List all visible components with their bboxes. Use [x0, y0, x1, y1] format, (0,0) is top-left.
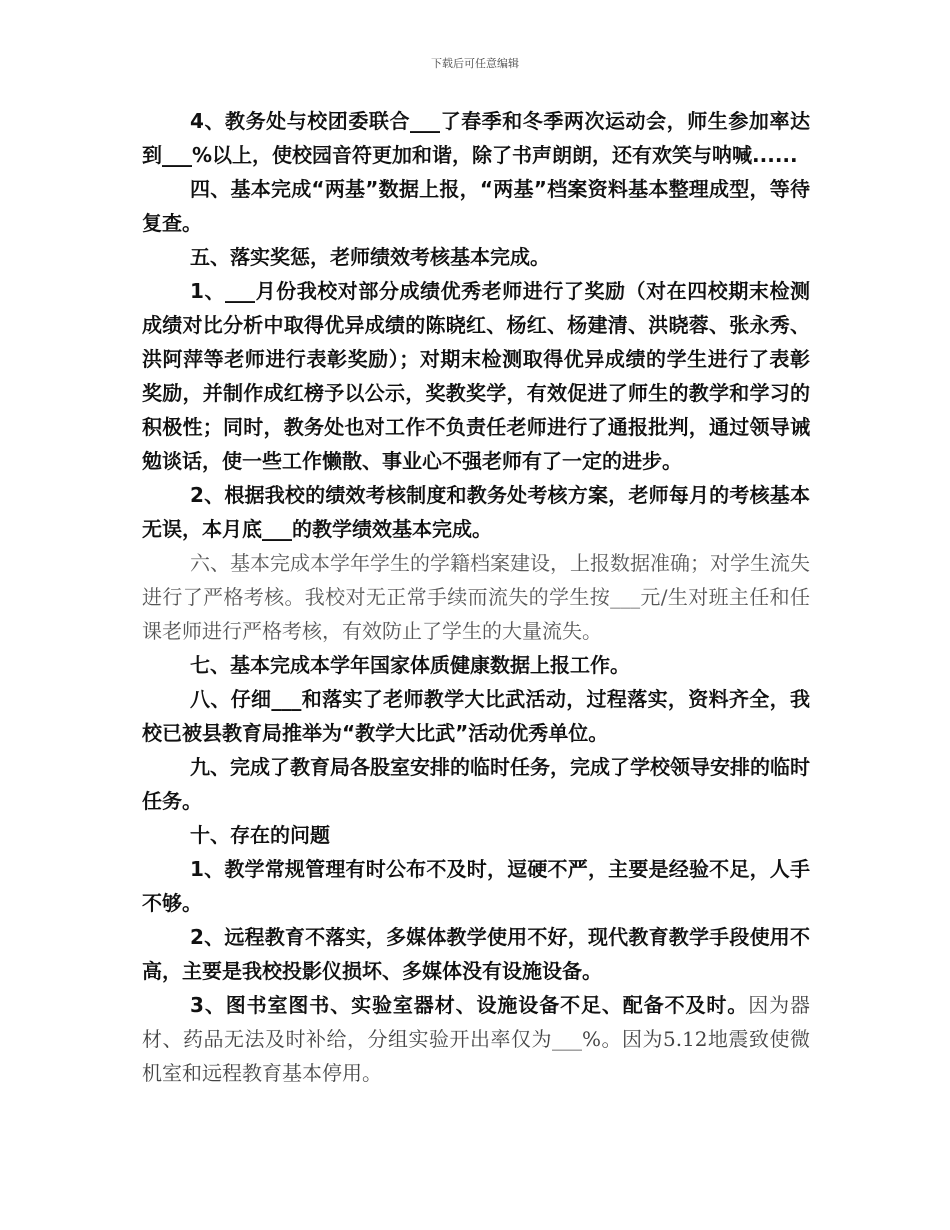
paragraph-section-six: 六、基本完成本学年学生的学籍档案建设，上报数据准确；对学生流失进行了严格考核。我校对无正常手续而流失的学生按___元/生对班主任和任课老师进行严格考核，有效防止了学生的大量流失。	[142, 551, 810, 643]
paragraph-problem-one: 1、教学常规管理有时公布不及时，逗硬不严，主要是经验不足，人手不够。	[142, 857, 810, 915]
problem-three-bold-text: 3、图书室图书、实验室器材、设施设备不足、配备不及时。	[190, 993, 749, 1017]
paragraph-problem-three	[142, 988, 810, 1090]
problem-three-light-text: 因为器材、药品无法及时补给，分组实验开出率仅为___%。因为5.12地震致使微机室和远程教育基本停用。	[142, 993, 811, 1085]
paragraph-section-five: 五、落实奖惩，老师绩效考核基本完成。	[190, 245, 550, 269]
paragraph-problem-two: 2、远程教育不落实，多媒体教学使用不好，现代教育教学手段使用不高，主要是我校投影仪损坏、多媒体没有设施设备。	[142, 925, 810, 983]
paragraph-sports-meet: 4、教务处与校团委联合___了春季和冬季两次运动会，师生参加率达到___%以上，使校园音符更加和谐，除了书声朗朗，还有欢笑与呐喊......	[142, 109, 810, 167]
paragraph-section-eight: 八、仔细___和落实了老师教学大比武活动，过程落实，资料齐全，我校已被县教育局推举为“教学大比武”活动优秀单位。	[142, 687, 810, 745]
paragraph-rewards: 1、___月份我校对部分成绩优秀老师进行了奖励（对在四校期末检测成绩对比分析中取得优异成绩的陈晓红、杨红、杨建清、洪晓蓉、张永秀、洪阿萍等老师进行表彰奖励）；对期末检测取得优异成绩的学生进行了表彰奖励，并制作成红榜予以公示，奖教奖学，有效促进了师生的教学和学习的积极性；同时，教务处也对工作不负责任老师进行了通报批判，通过领导诫勉谈话，使一些工作懒散、事业心不强老师有了一定的进步。	[142, 279, 810, 473]
paragraph-section-seven: 七、基本完成本学年国家体质健康数据上报工作。	[190, 653, 630, 677]
document-body	[142, 104, 810, 1090]
page-header-note: 下载后可任意编辑	[431, 57, 519, 70]
paragraph-section-ten-heading: 十、存在的问题	[190, 823, 330, 847]
paragraph-section-nine: 九、完成了教育局各股室安排的临时任务，完成了学校领导安排的临时任务。	[142, 755, 810, 813]
paragraph-section-four: 四、基本完成“两基”数据上报，“两基”档案资料基本整理成型，等待复查。	[142, 177, 810, 235]
paragraph-performance-review: 2、根据我校的绩效考核制度和教务处考核方案，老师每月的考核基本无误，本月底___的教学绩效基本完成。	[142, 483, 810, 541]
